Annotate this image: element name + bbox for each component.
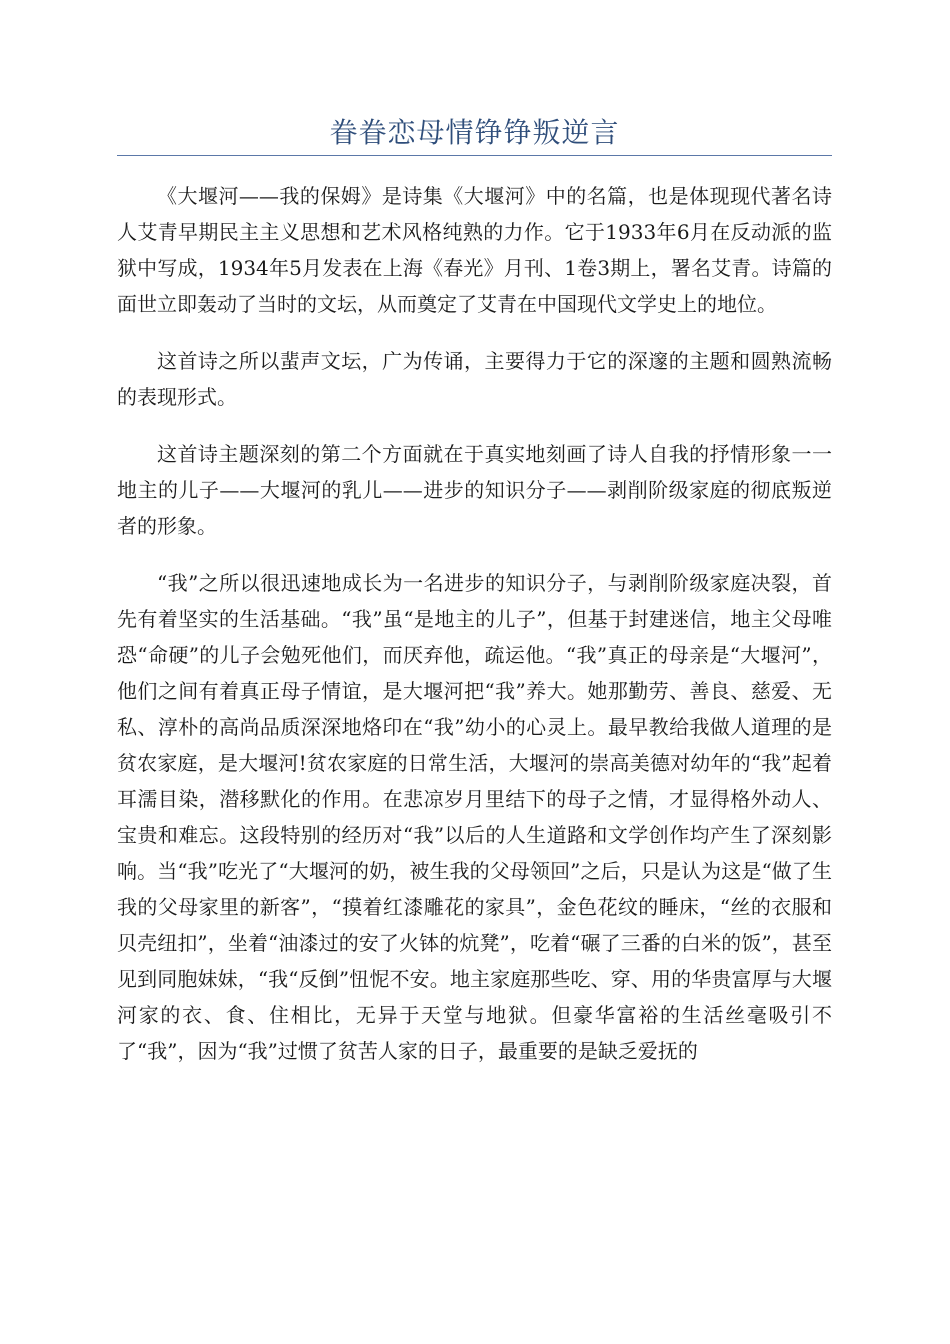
- document-title: 眷眷恋母情铮铮叛逆言: [329, 116, 620, 149]
- paragraph-3: 这首诗主题深刻的第二个方面就在于真实地刻画了诗人自我的抒情形象一一地主的儿子——大堰河的乳儿——进步的知识分子——剥削阶级家庭的彻底叛逆者的形象。: [117, 442, 832, 538]
- document-body: [117, 178, 832, 1069]
- paragraph-4: “我”之所以很迅速地成长为一名进步的知识分子，与剥削阶级家庭决裂，首先有着坚实的生活基础。“我”虽“是地主的儿子”，但基于封建迷信，地主父母唯恐“命硬”的儿子会勉死他们，而厌弃他，疏运他。“我”真正的母亲是“大堰河”，他们之间有着真正母子情谊，是大堰河把“我”养大。她那勤劳、善良、慈爱、无私、淳朴的高尚品质深深地烙印在“我”幼小的心灵上。最早教给我做人道理的是贫农家庭，是大堰河!贫农家庭的日常生活，大堰河的崇高美德对幼年的“我”起着耳濡目染，潜移默化的作用。在悲凉岁月里结下的母子之情，才显得格外动人、宝贵和难忘。这段特别的经历对“我”以后的人生道路和文学创作均产生了深刻影响。当“我”吃光了“大堰河的奶，被生我的父母领回”之后，只是认为这是“做了生我的父母家里的新客”，“摸着红漆雕花的家具”，金色花纹的睡床，“丝的衣服和贝壳纽扣”，坐着“油漆过的安了火钵的炕凳”，吃着“碾了三番的白米的饭”，甚至见到同胞妹妹，“我“反倒”忸怩不安。地主家庭那些吃、穿、用的华贵富厚与大堰河家的衣、食、住相比，无异于天堂与地狱。但豪华富裕的生活丝毫吸引不了“我”，因为“我”过惯了贫苦人家的日子，最重要的是缺乏爱抚的: [117, 571, 832, 1063]
- paragraph-2: 这首诗之所以蜚声文坛，广为传诵，主要得力于它的深邃的主题和圆熟流畅的表现形式。: [117, 349, 832, 409]
- paragraph-1: 《大堰河——我的保姆》是诗集《大堰河》中的名篇，也是体现现代著名诗人艾青早期民主主义思想和艺术风格纯熟的力作。它于1933年6月在反动派的监狱中写成，1934年5月发表在上海《春光》月刊、1卷3期上，署名艾青。诗篇的面世立即轰动了当时的文坛，从而奠定了艾青在中国现代文学史上的地位。: [117, 184, 832, 316]
- title-underline: [117, 155, 832, 156]
